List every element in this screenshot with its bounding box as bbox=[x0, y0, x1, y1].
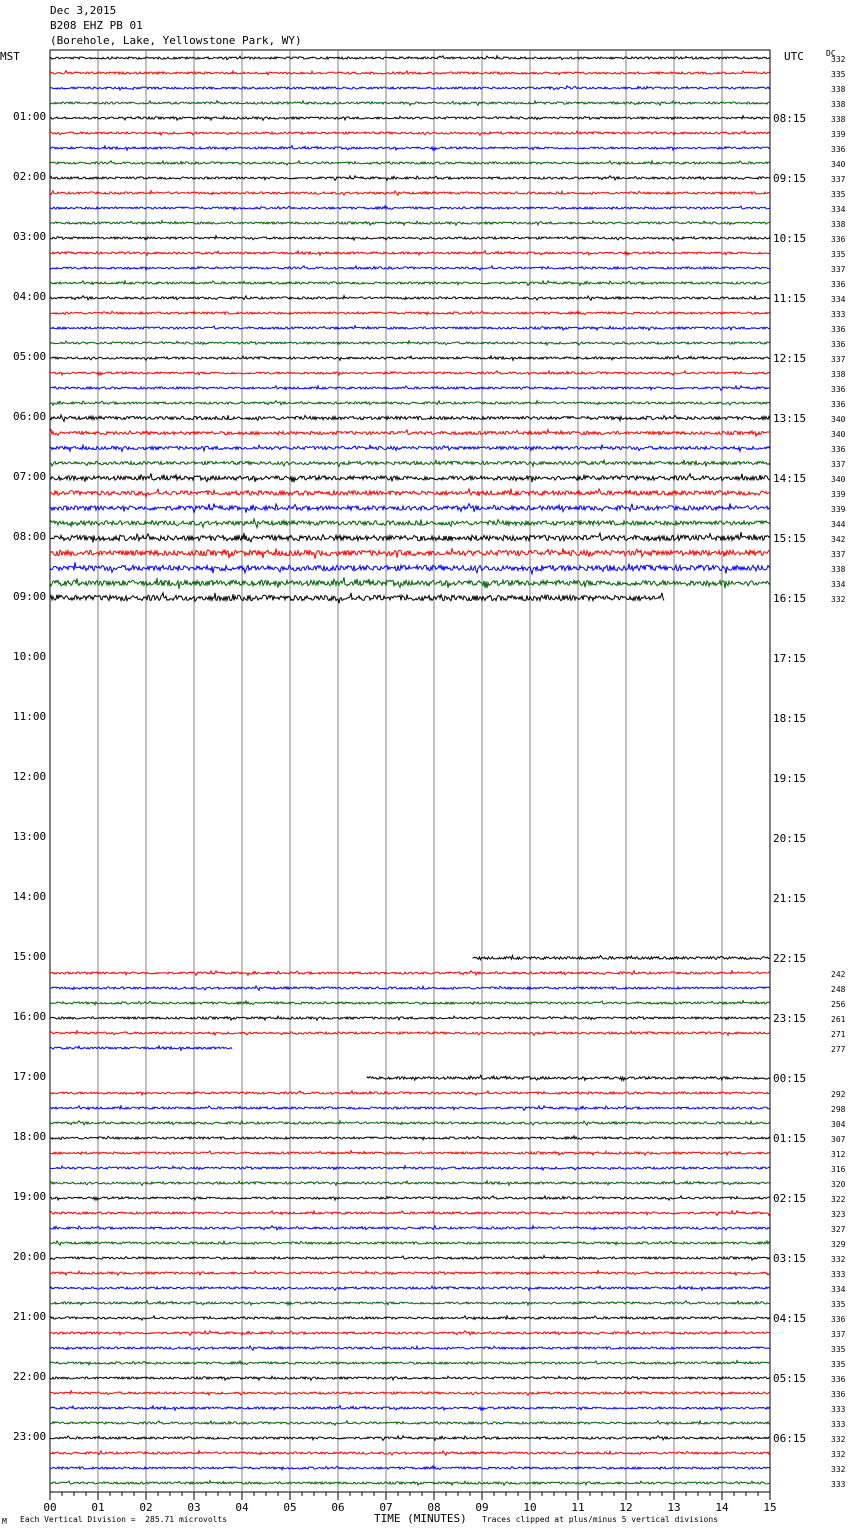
seismic-trace bbox=[50, 326, 770, 331]
seismic-trace bbox=[50, 131, 770, 135]
dc-offset-value: 336 bbox=[831, 400, 846, 409]
seismic-trace bbox=[50, 415, 770, 422]
seismic-trace bbox=[50, 1451, 770, 1456]
dc-offset-value: 298 bbox=[831, 1105, 846, 1114]
mst-hour-label: 22:00 bbox=[13, 1370, 47, 1383]
seismic-trace bbox=[50, 1106, 770, 1111]
seismic-trace bbox=[50, 296, 770, 301]
dc-offset-value: 344 bbox=[831, 520, 846, 529]
mst-hour-label: 04:00 bbox=[13, 290, 47, 303]
utc-hour-label: 01:15 bbox=[773, 1132, 807, 1145]
dc-offset-value: 338 bbox=[831, 370, 846, 379]
seismic-trace bbox=[50, 1166, 770, 1170]
seismic-trace bbox=[50, 281, 770, 286]
seismic-trace bbox=[50, 101, 770, 106]
mst-hour-label: 11:00 bbox=[13, 710, 47, 723]
seismic-trace bbox=[50, 445, 770, 452]
dc-offset-value: 332 bbox=[831, 1435, 846, 1444]
seismic-trace bbox=[50, 1406, 770, 1411]
seismic-trace bbox=[50, 221, 770, 226]
dc-offset-value: 292 bbox=[831, 1090, 846, 1099]
dc-offset-value: 335 bbox=[831, 1360, 846, 1369]
dc-offset-value: 307 bbox=[831, 1135, 846, 1144]
x-tick-label: 12 bbox=[619, 1501, 633, 1514]
x-tick-label: 03 bbox=[187, 1501, 201, 1514]
station-code: B208 EHZ PB 01 bbox=[50, 19, 143, 32]
mst-hour-label: 20:00 bbox=[13, 1250, 47, 1263]
dc-offset-value: 332 bbox=[831, 1465, 846, 1474]
seismic-trace bbox=[50, 341, 770, 345]
utc-hour-label: 11:15 bbox=[773, 292, 807, 305]
mst-hour-label: 07:00 bbox=[13, 470, 47, 483]
right-timezone-label: UTC bbox=[784, 50, 804, 63]
plot-frame bbox=[50, 50, 770, 1492]
seismic-trace bbox=[50, 1016, 770, 1020]
dc-offset-value: 312 bbox=[831, 1150, 846, 1159]
dc-offset-value: 332 bbox=[831, 1450, 846, 1459]
dc-offset-value: 336 bbox=[831, 1375, 846, 1384]
seismic-trace bbox=[50, 1376, 770, 1380]
dc-offset-value: 333 bbox=[831, 1420, 846, 1429]
mst-hour-label: 17:00 bbox=[13, 1070, 47, 1083]
seismic-trace bbox=[50, 1241, 770, 1245]
dc-offset-value: 242 bbox=[831, 970, 846, 979]
seismic-trace bbox=[50, 401, 770, 406]
utc-hour-label: 21:15 bbox=[773, 892, 807, 905]
x-tick-label: 09 bbox=[475, 1501, 489, 1514]
dc-offset-value: 334 bbox=[831, 580, 846, 589]
dc-offset-header: DC bbox=[826, 49, 836, 58]
x-tick-label: 15 bbox=[763, 1501, 777, 1514]
mst-hour-label: 10:00 bbox=[13, 650, 47, 663]
seismic-trace bbox=[50, 1256, 770, 1261]
dc-offset-value: 336 bbox=[831, 1315, 846, 1324]
seismic-trace bbox=[50, 971, 770, 976]
dc-offset-value: 339 bbox=[831, 490, 846, 499]
record-date: Dec 3,2015 bbox=[50, 4, 117, 17]
clip-note: Traces clipped at plus/minus 5 vertical divisions bbox=[482, 1515, 719, 1524]
dc-offset-value: 336 bbox=[831, 325, 846, 334]
dc-offset-value: 340 bbox=[831, 475, 846, 484]
x-tick-label: 00 bbox=[43, 1501, 57, 1514]
utc-hour-label: 00:15 bbox=[773, 1072, 807, 1085]
dc-offset-value: 336 bbox=[831, 385, 846, 394]
mst-hour-label: 18:00 bbox=[13, 1130, 47, 1143]
station-location: (Borehole, Lake, Yellowstone Park, WY) bbox=[50, 34, 302, 47]
dc-offset-value: 335 bbox=[831, 190, 846, 199]
dc-offset-value: 333 bbox=[831, 310, 846, 319]
x-tick-label: 13 bbox=[667, 1501, 681, 1514]
mst-hour-label: 09:00 bbox=[13, 590, 47, 603]
dc-offset-value: 334 bbox=[831, 295, 846, 304]
seismic-trace bbox=[50, 430, 770, 437]
seismic-trace bbox=[50, 236, 770, 241]
seismic-trace bbox=[50, 1346, 770, 1350]
seismic-trace bbox=[50, 71, 770, 75]
mst-hour-label: 01:00 bbox=[13, 110, 47, 123]
seismic-trace bbox=[50, 1466, 770, 1470]
dc-offset-value: 336 bbox=[831, 1390, 846, 1399]
mst-hour-label: 15:00 bbox=[13, 950, 47, 963]
seismic-trace bbox=[50, 1136, 770, 1140]
seismic-trace bbox=[50, 1091, 770, 1095]
dc-offset-value: 335 bbox=[831, 1345, 846, 1354]
seismic-trace bbox=[50, 986, 770, 990]
seismic-trace bbox=[50, 1286, 770, 1290]
x-tick-label: 04 bbox=[235, 1501, 249, 1514]
seismic-trace bbox=[50, 519, 770, 528]
dc-offset-value: 335 bbox=[831, 1300, 846, 1309]
dc-offset-value: 333 bbox=[831, 1405, 846, 1414]
seismic-trace bbox=[50, 548, 770, 558]
seismic-trace bbox=[472, 955, 769, 959]
seismic-trace bbox=[50, 1436, 770, 1441]
seismic-trace bbox=[50, 1226, 770, 1230]
dc-offset-value: 256 bbox=[831, 1000, 846, 1009]
dc-offset-value: 340 bbox=[831, 160, 846, 169]
mst-hour-label: 14:00 bbox=[13, 890, 47, 903]
seismic-trace bbox=[367, 1075, 770, 1080]
seismic-trace bbox=[50, 86, 770, 90]
logo-mark: M bbox=[2, 1517, 7, 1526]
dc-offset-value: 342 bbox=[831, 535, 846, 544]
dc-offset-value: 339 bbox=[831, 130, 846, 139]
utc-hour-label: 04:15 bbox=[773, 1312, 807, 1325]
dc-offset-value: 329 bbox=[831, 1240, 846, 1249]
dc-offset-value: 332 bbox=[831, 595, 846, 604]
utc-hour-label: 15:15 bbox=[773, 532, 807, 545]
seismic-trace bbox=[50, 161, 770, 165]
dc-offset-value: 337 bbox=[831, 1330, 846, 1339]
utc-hour-label: 06:15 bbox=[773, 1432, 807, 1445]
x-tick-label: 05 bbox=[283, 1501, 297, 1514]
dc-offset-value: 277 bbox=[831, 1045, 846, 1054]
mst-hour-label: 12:00 bbox=[13, 770, 47, 783]
dc-offset-value: 338 bbox=[831, 115, 846, 124]
scale-note: Each Vertical Division = 285.71 microvolts bbox=[20, 1515, 228, 1524]
mst-hour-label: 06:00 bbox=[13, 410, 47, 423]
mst-hour-label: 13:00 bbox=[13, 830, 47, 843]
dc-offset-value: 335 bbox=[831, 250, 846, 259]
dc-offset-value: 337 bbox=[831, 355, 846, 364]
seismic-trace bbox=[50, 532, 770, 543]
utc-hour-label: 17:15 bbox=[773, 652, 807, 665]
dc-offset-value: 336 bbox=[831, 280, 846, 289]
seismic-trace bbox=[50, 1151, 770, 1156]
dc-offset-value: 248 bbox=[831, 985, 846, 994]
mst-hour-label: 16:00 bbox=[13, 1010, 47, 1023]
x-tick-label: 01 bbox=[91, 1501, 105, 1514]
seismic-trace bbox=[50, 311, 770, 315]
seismic-trace bbox=[50, 386, 770, 391]
x-tick-label: 14 bbox=[715, 1501, 729, 1514]
dc-offset-value: 320 bbox=[831, 1180, 846, 1189]
seismic-trace bbox=[50, 460, 770, 467]
seismic-trace bbox=[50, 56, 770, 60]
seismic-trace bbox=[50, 473, 770, 482]
x-tick-label: 06 bbox=[331, 1501, 345, 1514]
dc-offset-value: 334 bbox=[831, 205, 846, 214]
utc-hour-label: 18:15 bbox=[773, 712, 807, 725]
x-axis-label: TIME (MINUTES) bbox=[374, 1512, 467, 1525]
utc-hour-label: 03:15 bbox=[773, 1252, 807, 1265]
dc-offset-value: 338 bbox=[831, 85, 846, 94]
dc-offset-value: 338 bbox=[831, 220, 846, 229]
dc-offset-value: 333 bbox=[831, 1480, 846, 1489]
seismic-trace bbox=[50, 1301, 770, 1305]
seismic-trace bbox=[50, 206, 770, 210]
seismic-trace bbox=[50, 1001, 770, 1005]
mst-hour-label: 08:00 bbox=[13, 530, 47, 543]
dc-offset-value: 271 bbox=[831, 1030, 846, 1039]
dc-offset-value: 332 bbox=[831, 1255, 846, 1264]
seismic-trace bbox=[50, 1481, 770, 1486]
utc-hour-label: 09:15 bbox=[773, 172, 807, 185]
x-tick-label: 07 bbox=[379, 1501, 393, 1514]
utc-hour-label: 22:15 bbox=[773, 952, 807, 965]
seismic-trace bbox=[50, 1316, 770, 1320]
mst-hour-label: 05:00 bbox=[13, 350, 47, 363]
dc-offset-value: 337 bbox=[831, 460, 846, 469]
dc-offset-value: 336 bbox=[831, 340, 846, 349]
dc-offset-value: 340 bbox=[831, 430, 846, 439]
seismic-trace bbox=[50, 1421, 770, 1425]
left-timezone-label: MST bbox=[0, 50, 20, 63]
seismic-trace bbox=[50, 251, 770, 256]
seismic-trace bbox=[50, 1181, 770, 1186]
dc-offset-value: 323 bbox=[831, 1210, 846, 1219]
dc-offset-value: 337 bbox=[831, 550, 846, 559]
seismic-trace bbox=[50, 1211, 770, 1216]
dc-offset-value: 327 bbox=[831, 1225, 846, 1234]
x-tick-label: 02 bbox=[139, 1501, 153, 1514]
mst-hour-label: 19:00 bbox=[13, 1190, 47, 1203]
dc-offset-value: 340 bbox=[831, 415, 846, 424]
seismic-trace bbox=[50, 577, 770, 589]
seismic-trace bbox=[50, 356, 770, 361]
dc-offset-value: 336 bbox=[831, 235, 846, 244]
seismic-trace bbox=[50, 562, 770, 574]
dc-offset-value: 322 bbox=[831, 1195, 846, 1204]
utc-hour-label: 16:15 bbox=[773, 592, 807, 605]
utc-hour-label: 23:15 bbox=[773, 1012, 807, 1025]
seismic-trace bbox=[50, 146, 770, 151]
x-tick-label: 10 bbox=[523, 1501, 537, 1514]
dc-offset-value: 339 bbox=[831, 505, 846, 514]
utc-hour-label: 19:15 bbox=[773, 772, 807, 785]
seismic-trace bbox=[50, 1361, 770, 1365]
utc-hour-label: 10:15 bbox=[773, 232, 807, 245]
x-tick-label: 11 bbox=[571, 1501, 585, 1514]
dc-offset-value: 337 bbox=[831, 175, 846, 184]
utc-hour-label: 05:15 bbox=[773, 1372, 807, 1385]
seismic-trace bbox=[50, 176, 770, 181]
seismic-trace bbox=[50, 489, 770, 498]
utc-hour-label: 20:15 bbox=[773, 832, 807, 845]
dc-offset-value: 332 bbox=[831, 55, 846, 64]
seismic-trace bbox=[50, 1331, 770, 1336]
dc-offset-value: 261 bbox=[831, 1015, 846, 1024]
dc-offset-value: 304 bbox=[831, 1120, 846, 1129]
seismic-trace bbox=[50, 1196, 770, 1200]
seismic-trace bbox=[50, 1031, 770, 1036]
x-tick-label: 08 bbox=[427, 1501, 441, 1514]
utc-hour-label: 12:15 bbox=[773, 352, 807, 365]
utc-hour-label: 08:15 bbox=[773, 112, 807, 125]
dc-offset-value: 338 bbox=[831, 565, 846, 574]
seismic-trace bbox=[50, 503, 770, 512]
seismic-trace bbox=[50, 116, 770, 121]
seismic-trace bbox=[50, 191, 770, 196]
mst-hour-label: 02:00 bbox=[13, 170, 47, 183]
dc-offset-value: 334 bbox=[831, 1285, 846, 1294]
seismic-trace bbox=[50, 266, 770, 270]
dc-offset-value: 337 bbox=[831, 265, 846, 274]
utc-hour-label: 02:15 bbox=[773, 1192, 807, 1205]
utc-hour-label: 13:15 bbox=[773, 412, 807, 425]
seismic-trace bbox=[50, 371, 770, 375]
dc-offset-value: 333 bbox=[831, 1270, 846, 1279]
mst-hour-label: 23:00 bbox=[13, 1430, 47, 1443]
dc-offset-value: 316 bbox=[831, 1165, 846, 1174]
dc-offset-value: 336 bbox=[831, 145, 846, 154]
utc-hour-label: 14:15 bbox=[773, 472, 807, 485]
seismic-trace bbox=[50, 593, 664, 604]
mst-hour-label: 03:00 bbox=[13, 230, 47, 243]
seismic-trace bbox=[50, 1271, 770, 1276]
seismic-trace bbox=[50, 1391, 770, 1396]
seismic-trace bbox=[50, 1046, 232, 1050]
seismic-trace bbox=[50, 1121, 770, 1126]
dc-offset-value: 336 bbox=[831, 445, 846, 454]
mst-hour-label: 21:00 bbox=[13, 1310, 47, 1323]
dc-offset-value: 338 bbox=[831, 100, 846, 109]
dc-offset-value: 335 bbox=[831, 70, 846, 79]
